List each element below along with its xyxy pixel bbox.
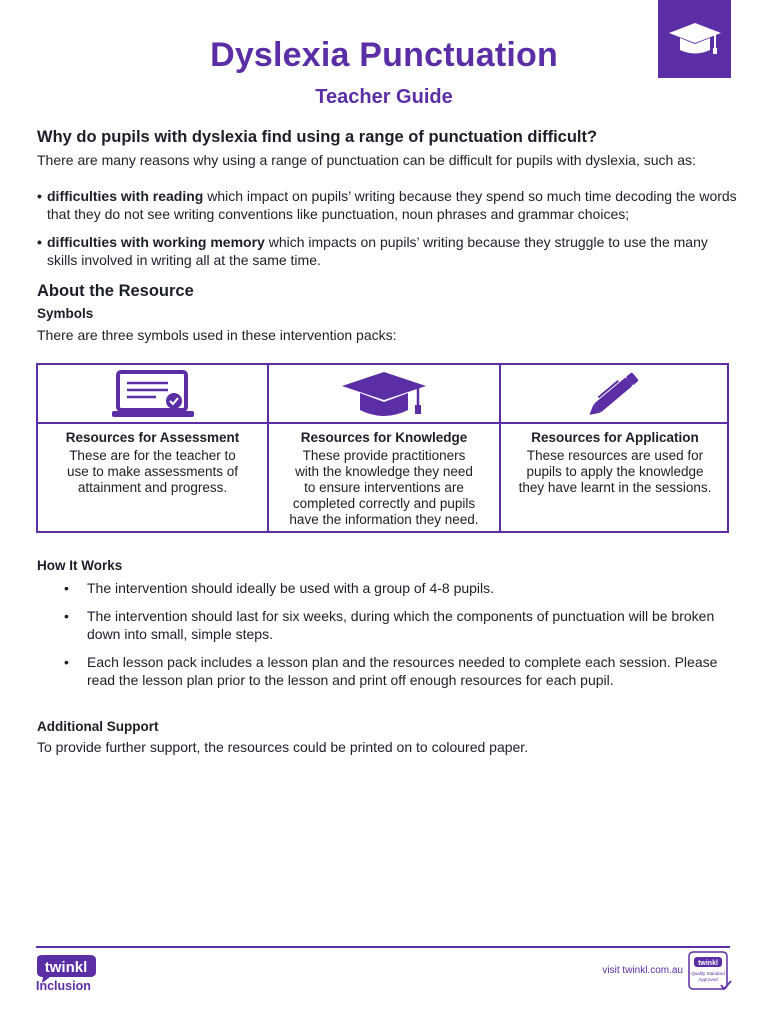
how-it-works-heading: How It Works bbox=[37, 558, 123, 573]
list-item bbox=[64, 579, 732, 597]
cell-line: These provide practitioners bbox=[302, 448, 466, 463]
badge-brand: twinkl bbox=[698, 960, 718, 967]
cell-title: Resources for Application bbox=[531, 430, 699, 445]
logo-word: twinkl bbox=[44, 959, 88, 976]
bullet-bold: difficulties with working memory bbox=[47, 234, 265, 250]
bullet-dot: • bbox=[64, 580, 69, 596]
memory-bullet bbox=[37, 233, 737, 269]
bullet-dot: • bbox=[37, 234, 42, 250]
cell-line: to ensure interventions are bbox=[304, 480, 464, 495]
bullet-text: which impacts on pupils’ writing because they struggle to use the many skills involved in writing all at the same time. bbox=[47, 234, 708, 268]
badge-line2: Approved bbox=[698, 977, 718, 982]
cell-line: These resources are used for bbox=[526, 448, 704, 463]
cell-title: Resources for Knowledge bbox=[300, 430, 468, 445]
bullet-text: which impact on pupils’ writing because they spend so much time decoding the words that they do not see writing conventions like punctuation, noun phrases and grammar choices; bbox=[47, 188, 737, 222]
cell-line: use to make assessments of bbox=[66, 464, 239, 479]
quality-standard-badge bbox=[688, 951, 732, 991]
twinkl-inclusion-logo bbox=[34, 953, 100, 993]
bullet-dot: • bbox=[64, 608, 69, 624]
pen-icon bbox=[580, 369, 650, 419]
page-title: Dyslexia Punctuation bbox=[210, 36, 558, 74]
symbols-table bbox=[36, 363, 729, 533]
list-item bbox=[64, 653, 732, 689]
footer-url[interactable]: visit twinkl.com.au bbox=[602, 965, 683, 976]
assessment-icon-cell bbox=[38, 365, 267, 422]
cell-line: have the information they need. bbox=[289, 512, 479, 527]
footer-divider bbox=[36, 946, 730, 948]
bullet-bold: difficulties with reading bbox=[47, 188, 204, 204]
knowledge-icon-cell bbox=[269, 365, 499, 422]
cell-title: Resources for Assessment bbox=[65, 430, 240, 445]
bullet-dot: • bbox=[64, 654, 69, 670]
cell-line: with the knowledge they need bbox=[295, 464, 473, 479]
symbols-text: There are three symbols used in these intervention packs: bbox=[37, 327, 397, 343]
page-subtitle: Teacher Guide bbox=[315, 86, 453, 108]
application-cell bbox=[501, 430, 729, 496]
table-divider bbox=[38, 422, 727, 424]
question-heading: Why do pupils with dyslexia find using a range of punctuation difficult? bbox=[37, 128, 598, 146]
symbols-heading: Symbols bbox=[37, 306, 94, 321]
additional-support-heading: Additional Support bbox=[37, 719, 159, 734]
list-item-text: The intervention should last for six weeks, during which the components of punctuation will be broken down into small, simple steps. bbox=[87, 608, 715, 642]
list-item bbox=[64, 607, 732, 643]
logo-sub: Inclusion bbox=[36, 979, 91, 993]
cell-line: attainment and progress. bbox=[77, 480, 228, 495]
list-item-text: The intervention should ideally be used with a group of 4-8 pupils. bbox=[87, 580, 495, 596]
about-heading: About the Resource bbox=[37, 282, 194, 300]
badge-line1: Quality Standard bbox=[691, 971, 725, 976]
reading-bullet bbox=[37, 187, 737, 223]
list-item-text: Each lesson pack includes a lesson plan and the resources needed to complete each session. Please read the lesson plan prior to the lesson and print off enough resources for each pupil. bbox=[87, 654, 718, 688]
assessment-cell bbox=[38, 430, 267, 496]
cell-line: completed correctly and pupils bbox=[292, 496, 476, 511]
laptop-check-icon bbox=[108, 369, 198, 419]
cell-line: These are for the teacher to bbox=[69, 448, 236, 463]
cell-line: pupils to apply the knowledge bbox=[526, 464, 704, 479]
question-intro: There are many reasons why using a range of punctuation can be difficult for pupils with dyslexia, such as: bbox=[37, 152, 696, 168]
bullet-dot: • bbox=[37, 188, 42, 204]
graduation-cap-icon bbox=[338, 368, 430, 420]
cell-line: they have learnt in the sessions. bbox=[518, 480, 712, 495]
knowledge-cell bbox=[269, 430, 499, 528]
application-icon-cell bbox=[501, 365, 729, 422]
additional-support-text: To provide further support, the resources could be printed on to coloured paper. bbox=[37, 739, 529, 755]
